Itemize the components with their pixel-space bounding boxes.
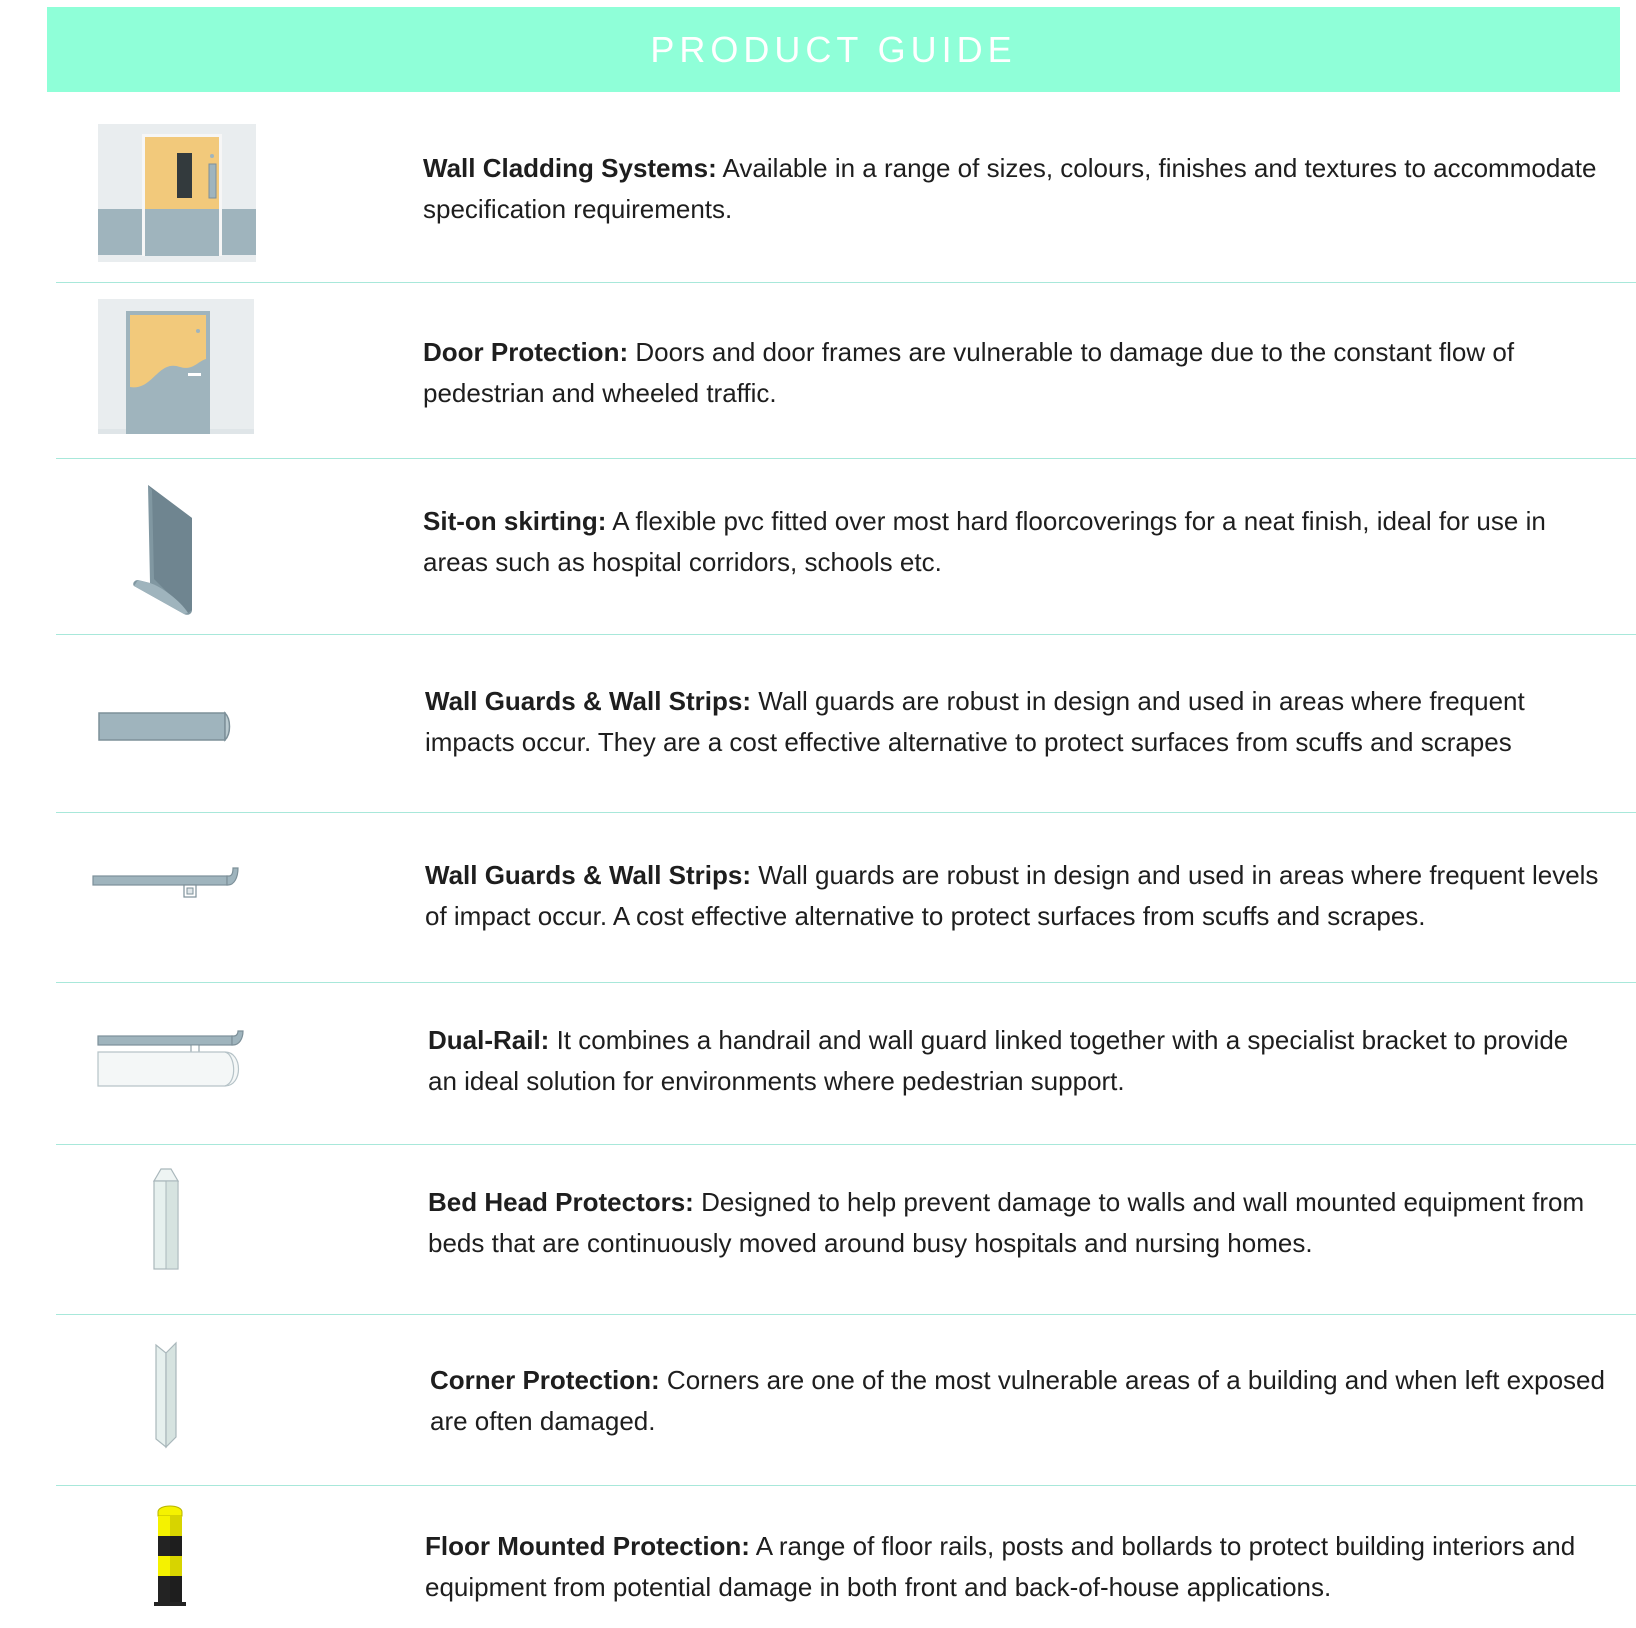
product-item [423, 148, 1598, 230]
product-description: A flexible pvc fitted over most hard floorcoverings for a neat finish, ideal for use in areas such as hospital corridors, schools etc. [423, 506, 1546, 577]
row-divider [56, 1144, 1636, 1145]
product-name: Dual-Rail: [428, 1025, 550, 1055]
product-description: Wall guards are robust in design and used in areas where frequent levels of impact occur. A cost effective alternative to protect surfaces from scuffs and scrapes. [425, 860, 1599, 931]
product-name: Floor Mounted Protection: [425, 1531, 750, 1561]
dual-rail-icon [97, 1030, 247, 1088]
handrail-icon [92, 864, 240, 904]
product-name: Door Protection: [423, 337, 629, 367]
skirting-icon [130, 482, 200, 616]
wall-guard-icon [98, 711, 232, 743]
product-description: A range of floor rails, posts and bollards to protect building interiors and equipment from potential damage in both front and back-of-house applications. [425, 1531, 1576, 1602]
product-item [428, 1020, 1603, 1102]
product-description: Wall guards are robust in design and used in areas where frequent impacts occur. They are a cost effective alternative to protect surfaces from scuffs and scrapes [425, 686, 1525, 757]
product-description: Corners are one of the most vulnerable areas of a building and when left exposed are often damaged. [430, 1365, 1605, 1436]
bed-head-protector-icon [152, 1167, 180, 1271]
product-description: It combines a handrail and wall guard linked together with a specialist bracket to provide an ideal solution for environments where pedestrian support. [428, 1025, 1569, 1096]
row-divider [56, 458, 1636, 459]
product-description: Designed to help prevent damage to walls and wall mounted equipment from beds that are continuously moved around busy hospitals and nursing homes. [428, 1187, 1585, 1258]
product-description: Available in a range of sizes, colours, finishes and textures to accommodate specification requirements. [423, 153, 1597, 224]
row-divider [56, 812, 1636, 813]
product-item [425, 681, 1600, 763]
product-name: Wall Guards & Wall Strips: [425, 860, 752, 890]
product-item [430, 1360, 1605, 1442]
product-item [425, 855, 1600, 937]
product-name: Sit-on skirting: [423, 506, 607, 536]
product-name: Wall Guards & Wall Strips: [425, 686, 752, 716]
row-divider [56, 1485, 1636, 1486]
row-divider [56, 1314, 1636, 1315]
product-guide-banner [47, 7, 1620, 92]
door-protection-icon [98, 299, 254, 434]
product-item [423, 501, 1598, 583]
product-name: Corner Protection: [430, 1365, 660, 1395]
bollard-icon [153, 1502, 187, 1606]
product-item [428, 1182, 1603, 1264]
wall-cladding-icon [98, 124, 256, 262]
page-title: PRODUCT GUIDE [650, 28, 1017, 70]
product-name: Wall Cladding Systems: [423, 153, 717, 183]
row-divider [56, 282, 1636, 283]
product-description: Doors and door frames are vulnerable to damage due to the constant flow of pedestrian and wheeled traffic. [423, 337, 1515, 408]
product-item [423, 332, 1598, 414]
corner-protection-icon [154, 1341, 178, 1449]
row-divider [56, 982, 1636, 983]
row-divider [56, 634, 1636, 635]
product-item [425, 1526, 1600, 1608]
product-name: Bed Head Protectors: [428, 1187, 694, 1217]
